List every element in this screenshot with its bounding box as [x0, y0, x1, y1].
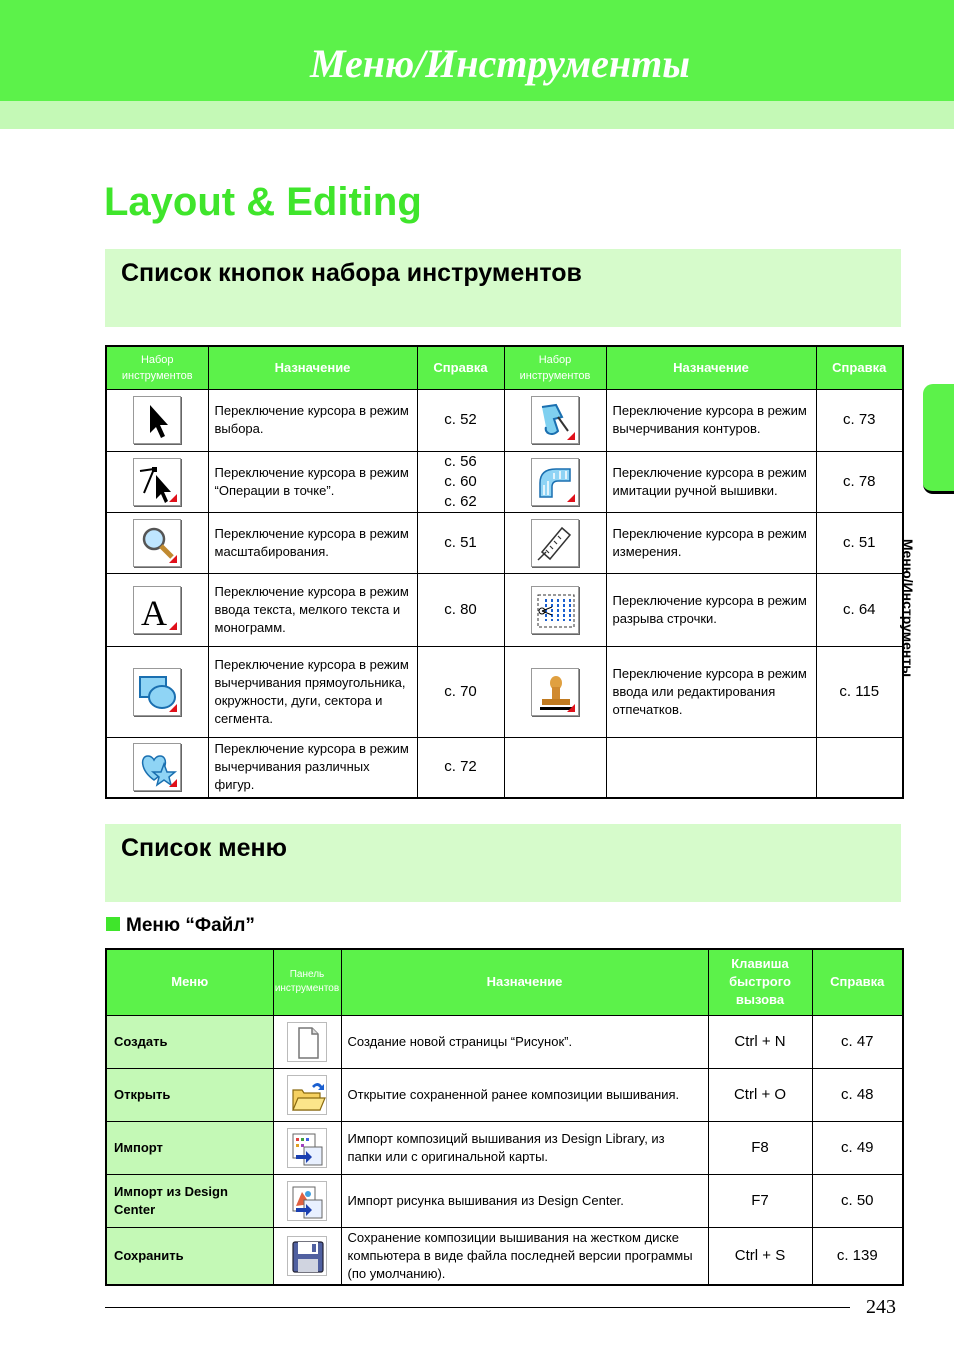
menu-shortcut: Ctrl + S [708, 1227, 812, 1285]
menu-item-import-design-center[interactable]: Импорт из Design Center [106, 1174, 273, 1227]
menu-desc: Импорт композиций вышивания из Design Library, из папки или с оригинальной карты. [341, 1121, 708, 1174]
new-file-icon[interactable] [287, 1022, 327, 1062]
tool-ref: с. 52 [417, 389, 504, 451]
text-icon[interactable] [133, 586, 181, 634]
tool-ref: с. 73 [816, 389, 903, 451]
table-row [106, 1227, 903, 1285]
table-row [106, 1068, 903, 1121]
outline-draw-icon[interactable] [531, 396, 579, 444]
tool-desc: Переключение курсора в режим выбора. [208, 389, 417, 451]
menu-desc: Импорт рисунка вышивания из Design Center. [341, 1174, 708, 1227]
stitch-break-icon[interactable] [531, 586, 579, 634]
menu-ref: с. 48 [812, 1068, 903, 1121]
tool-ref: с. 70 [417, 646, 504, 737]
menu-shortcut: Ctrl + N [708, 1015, 812, 1068]
open-folder-icon[interactable] [287, 1075, 327, 1115]
file-menu-table [105, 948, 904, 1286]
page-number: 243 [866, 1296, 896, 1318]
heart-star-icon[interactable] [133, 743, 181, 791]
header-title: Меню/Инструменты [310, 41, 690, 86]
tool-ref: с. 51 [816, 512, 903, 573]
side-tab [923, 384, 954, 494]
col-header-shortcut: Клавиша быстрого вызова [708, 949, 812, 1015]
tool-desc: Переключение курсора в режим разрыва строчки. [606, 573, 816, 646]
square-bullet-icon [106, 917, 120, 931]
ruler-icon[interactable] [531, 519, 579, 567]
menu-section-title: Список меню [121, 834, 288, 862]
tool-desc: Переключение курсора в режим имитации ручной вышивки. [606, 451, 816, 512]
tool-desc: Переключение курсора в режим ввода или редактирования отпечатков. [606, 646, 816, 737]
file-menu-title: Меню “Файл” [126, 915, 255, 936]
menu-item-create[interactable]: Создать [106, 1015, 273, 1068]
menu-ref: с. 49 [812, 1121, 903, 1174]
table-row [106, 1174, 903, 1227]
toolbox-table [105, 345, 904, 799]
col-header-tool: Набор инструментов [504, 346, 606, 389]
tool-desc: Переключение курсора в режим вычерчивания различных фигур. [208, 737, 417, 798]
col-header-ref: Справка [417, 346, 504, 389]
tool-desc: Переключение курсора в режим вычерчивания прямоугольника, окружности, дуги, сектора и сегмента. [208, 646, 417, 737]
shape-draw-icon[interactable] [133, 668, 181, 716]
empty-cell [606, 737, 816, 798]
tool-desc: Переключение курсора в режим ввода текста, мелкого текста и монограмм. [208, 573, 417, 646]
table-row [106, 573, 903, 646]
empty-cell [816, 737, 903, 798]
tool-ref: с. 64 [816, 573, 903, 646]
tool-ref: с. 80 [417, 573, 504, 646]
toolbox-section-band [105, 249, 901, 327]
col-header-tool: Набор инструментов [106, 346, 208, 389]
svg-text:A: A [141, 592, 168, 633]
menu-shortcut: F8 [708, 1121, 812, 1174]
zoom-icon[interactable] [133, 519, 181, 567]
table-row [106, 451, 903, 512]
tool-desc: Переключение курсора в режим “Операции в точке”. [208, 451, 417, 512]
table-row [106, 646, 903, 737]
import-design-center-icon[interactable] [287, 1181, 327, 1221]
file-menu-heading [106, 915, 255, 937]
col-header-purpose: Назначение [208, 346, 417, 389]
tool-ref: с. 72 [417, 737, 504, 798]
menu-item-open[interactable]: Открыть [106, 1068, 273, 1121]
tool-desc: Переключение курсора в режим измерения. [606, 512, 816, 573]
tool-ref: с. 115 [816, 646, 903, 737]
table-row [106, 512, 903, 573]
col-header-toolbar: Панель инструментов [273, 949, 341, 1015]
empty-cell [504, 737, 606, 798]
col-header-menu: Меню [106, 949, 273, 1015]
tool-ref: с. 78 [816, 451, 903, 512]
point-edit-icon[interactable] [133, 458, 181, 506]
menu-desc: Создание новой страницы “Рисунок”. [341, 1015, 708, 1068]
col-header-ref: Справка [816, 346, 903, 389]
side-tab-label: Меню/Инструменты [900, 538, 916, 678]
manual-stitch-icon[interactable] [531, 458, 579, 506]
table-row [106, 1015, 903, 1068]
table-row [106, 737, 903, 798]
tool-desc: Переключение курсора в режим вычерчивания контуров. [606, 389, 816, 451]
page-title: Layout & Editing [104, 180, 422, 224]
col-header-purpose: Назначение [606, 346, 816, 389]
menu-item-save[interactable]: Сохранить [106, 1227, 273, 1285]
menu-shortcut: F7 [708, 1174, 812, 1227]
toolbox-section-title: Список кнопок набора инструментов [121, 259, 582, 287]
menu-desc: Открытие сохраненной ранее композиции вышивания. [341, 1068, 708, 1121]
menu-item-import[interactable]: Импорт [106, 1121, 273, 1174]
import-icon[interactable] [287, 1128, 327, 1168]
tool-ref: с. 51 [417, 512, 504, 573]
menu-ref: с. 139 [812, 1227, 903, 1285]
col-header-ref: Справка [812, 949, 903, 1015]
arrow-select-icon[interactable] [133, 396, 181, 444]
stamp-icon[interactable] [531, 668, 579, 716]
table-row [106, 1121, 903, 1174]
col-header-purpose: Назначение [341, 949, 708, 1015]
menu-desc: Сохранение композиции вышивания на жестком диске компьютера в виде файла последней версии программы (по умолчанию). [341, 1227, 708, 1285]
header-subband [0, 101, 954, 129]
tool-ref: с. 56 с. 60 с. 62 [417, 451, 504, 512]
menu-ref: с. 50 [812, 1174, 903, 1227]
footer-rule [105, 1307, 850, 1308]
tool-desc: Переключение курсора в режим масштабирования. [208, 512, 417, 573]
menu-section-band [105, 824, 901, 902]
table-row [106, 389, 903, 451]
menu-ref: с. 47 [812, 1015, 903, 1068]
menu-shortcut: Ctrl + O [708, 1068, 812, 1121]
save-icon[interactable] [287, 1236, 327, 1276]
